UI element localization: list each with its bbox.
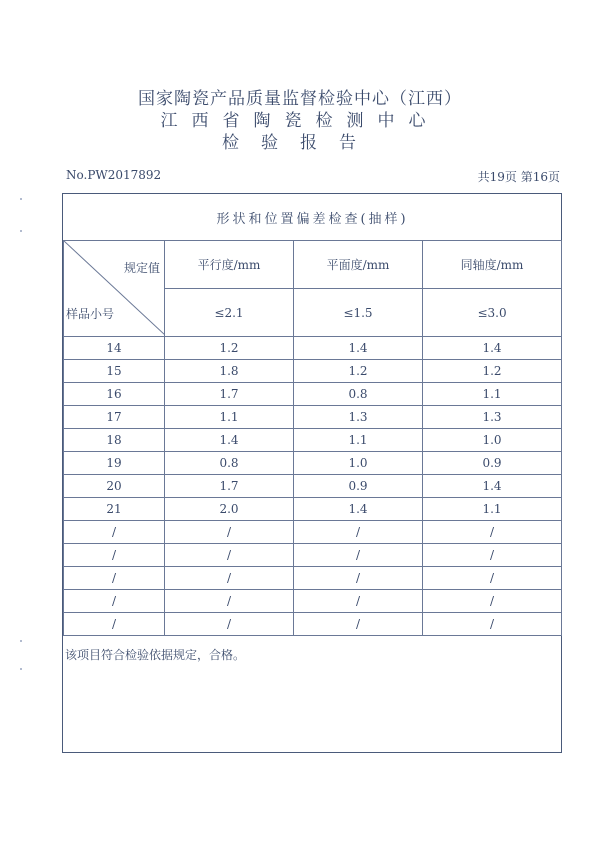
report-sheet: [62, 193, 562, 753]
measurement-cell: /: [165, 613, 294, 636]
measurement-cell: /: [423, 521, 562, 544]
measurement-cell: 1.4: [423, 475, 562, 498]
table-row: [64, 360, 562, 383]
column-header: 同轴度/mm: [423, 241, 562, 289]
table-row: [64, 590, 562, 613]
measurement-cell: 1.7: [165, 475, 294, 498]
measurement-cell: /: [165, 544, 294, 567]
table-row: [64, 544, 562, 567]
table-row: [64, 613, 562, 636]
measurement-cell: 1.4: [294, 337, 423, 360]
sample-number-cell: 18: [64, 429, 165, 452]
sample-number-cell: 14: [64, 337, 165, 360]
measurement-cell: /: [294, 613, 423, 636]
measurement-cell: 1.2: [165, 337, 294, 360]
table-row: [64, 521, 562, 544]
measurement-cell: 1.0: [294, 452, 423, 475]
measurement-cell: /: [165, 567, 294, 590]
sample-number-cell: 15: [64, 360, 165, 383]
limit-cell: ≤2.1: [165, 289, 294, 337]
conclusion-text: 该项目符合检验依据规定，合格。: [65, 648, 246, 662]
measurement-cell: 0.8: [165, 452, 294, 475]
sample-number-cell: /: [64, 567, 165, 590]
measurement-cell: 1.1: [423, 383, 562, 406]
sample-number-cell: 19: [64, 452, 165, 475]
sample-number-label: 样品小号: [66, 307, 115, 321]
measurement-cell: 0.8: [294, 383, 423, 406]
deviation-table: [63, 194, 562, 636]
measurement-cell: 1.8: [165, 360, 294, 383]
center-subtitle: 江西省陶瓷检测中心: [160, 111, 440, 131]
sample-number-cell: 21: [64, 498, 165, 521]
measurement-cell: 1.0: [423, 429, 562, 452]
measurement-cell: /: [294, 590, 423, 613]
center-name-title: 国家陶瓷产品质量监督检验中心（江西）: [138, 89, 462, 109]
table-row: [64, 475, 562, 498]
table-body: [64, 337, 562, 636]
measurement-cell: 1.2: [423, 360, 562, 383]
measurement-cell: /: [165, 590, 294, 613]
sample-number-cell: /: [64, 613, 165, 636]
measurement-cell: 1.7: [165, 383, 294, 406]
limit-cell: ≤1.5: [294, 289, 423, 337]
diagonal-header-cell: [64, 241, 165, 337]
page-counter: 共19页 第16页: [477, 170, 560, 184]
measurement-cell: 1.4: [165, 429, 294, 452]
measurement-cell: /: [294, 521, 423, 544]
measurement-cell: /: [423, 613, 562, 636]
table-row: [64, 452, 562, 475]
report-header: [0, 88, 600, 154]
report-number: No.PW2017892: [66, 168, 162, 182]
sample-number-cell: /: [64, 544, 165, 567]
measurement-cell: 1.4: [423, 337, 562, 360]
measurement-cell: 1.1: [165, 406, 294, 429]
measurement-cell: 1.3: [423, 406, 562, 429]
measurement-cell: /: [294, 544, 423, 567]
measurement-cell: /: [294, 567, 423, 590]
table-title: 形状和位置偏差检查(抽样): [64, 194, 562, 241]
measurement-cell: /: [423, 567, 562, 590]
limit-cell: ≤3.0: [423, 289, 562, 337]
sample-number-cell: /: [64, 590, 165, 613]
measurement-cell: /: [423, 544, 562, 567]
measurement-cell: /: [165, 521, 294, 544]
measurement-cell: 0.9: [423, 452, 562, 475]
measurement-cell: 1.1: [294, 429, 423, 452]
measurement-cell: 1.3: [294, 406, 423, 429]
column-header: 平面度/mm: [294, 241, 423, 289]
sample-number-cell: 20: [64, 475, 165, 498]
measurement-cell: 2.0: [165, 498, 294, 521]
report-type-title: 检验报告: [222, 133, 378, 153]
table-row: [64, 337, 562, 360]
sample-number-cell: /: [64, 521, 165, 544]
measurement-cell: 1.1: [423, 498, 562, 521]
measurement-cell: 1.4: [294, 498, 423, 521]
table-row: [64, 429, 562, 452]
table-row: [64, 567, 562, 590]
table-row: [64, 406, 562, 429]
measurement-cell: 0.9: [294, 475, 423, 498]
measurement-cell: 1.2: [294, 360, 423, 383]
column-header: 平行度/mm: [165, 241, 294, 289]
spec-value-label: 规定值: [123, 261, 160, 275]
measurement-cell: /: [423, 590, 562, 613]
sample-number-cell: 17: [64, 406, 165, 429]
table-row: [64, 498, 562, 521]
table-row: [64, 383, 562, 406]
sample-number-cell: 16: [64, 383, 165, 406]
